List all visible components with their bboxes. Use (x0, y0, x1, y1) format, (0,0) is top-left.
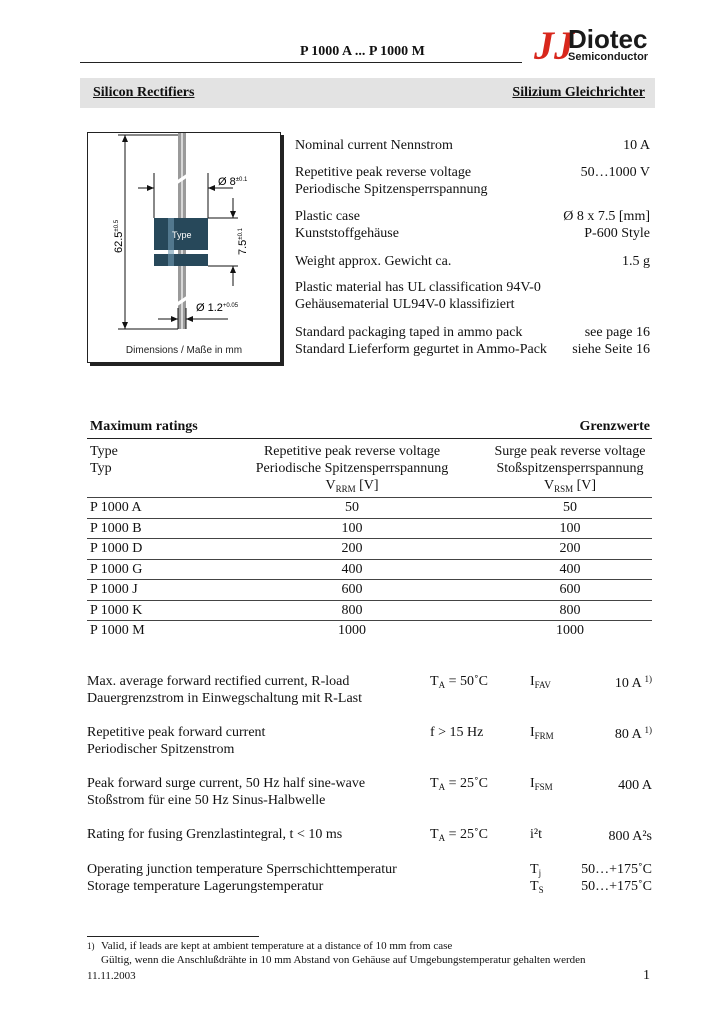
cell-type: P 1000 D (90, 541, 143, 556)
category-en: Silicon Rectifiers (93, 85, 195, 100)
footnote-mark: 1) (87, 941, 95, 951)
spec-value-2: P-600 Style (584, 226, 650, 241)
char-condition: $T_A$ = 25˚C (430, 827, 488, 843)
spec-label-de: Gehäusematerial UL94V-0 klassifiziert (295, 297, 515, 312)
char-symbol: $I_{FAV}$ (530, 674, 551, 690)
table-row (87, 518, 652, 539)
char-label: Peak forward surge current, 50 Hz half sine-wave (87, 776, 366, 791)
temp-label: Storage temperature Lagerungstemperatur (87, 879, 324, 894)
char-label: Max. average forward rectified current, R-load (87, 674, 350, 689)
footer-date: 11.11.2003 (87, 970, 136, 982)
cell-type: P 1000 B (90, 520, 142, 536)
cell-vrrm: 400 (341, 561, 363, 577)
cell-vrrm: 600 (341, 582, 363, 597)
diode-drawing (88, 133, 280, 362)
cell-type: P 1000 A (90, 500, 142, 515)
footnote-en: Valid, if leads are kept at ambient temperature at a distance of 10 mm from case (101, 940, 453, 952)
cell-vrsm: 200 (559, 541, 581, 556)
figure-caption: Dimensions / Maße in mm (125, 345, 243, 356)
table-row (87, 559, 652, 580)
dim-lead: Ø $1.2^{+0.05}$ (196, 302, 239, 314)
spec-label: Plastic material has UL classification 94V-0 (295, 280, 541, 295)
col-vrrm: Repetitive peak reverse voltage Periodische Spitzensperrspannung $V_{RRM}$ [V] (255, 444, 449, 494)
cell-vrsm: 100 (559, 520, 581, 536)
title-rule (80, 62, 522, 63)
char-condition: $T_A$ = 25˚C (430, 776, 488, 792)
spec-value: 10 A (623, 138, 650, 153)
cell-vrrm: 50 (345, 500, 359, 515)
char-value: 80 A $^{1)}$ (614, 725, 652, 742)
char-label: Rating for fusing Grenzlastintegral, t < 10 ms (87, 827, 343, 842)
char-condition: $T_A$ = 50˚C (430, 674, 488, 690)
dim-length: $62.5^{\pm 0.5}$ (113, 219, 125, 253)
table-rule (87, 438, 652, 439)
cell-type: P 1000 J (90, 582, 138, 597)
char-symbol: i²t (530, 827, 542, 842)
char-label-de: Periodischer Spitzenstrom (87, 742, 235, 757)
spec-label: Weight approx. Gewicht ca. (295, 254, 452, 269)
cell-vrrm: 100 (341, 520, 363, 536)
category-de: Silizium Gleichrichter (512, 85, 645, 100)
temp-label: Operating junction temperature Sperrschichttemperatur (87, 862, 397, 877)
cell-type: P 1000 G (90, 561, 143, 577)
cell-type: P 1000 M (90, 623, 145, 638)
table-row (87, 497, 652, 518)
temp-value: 50…+175˚C (581, 879, 652, 894)
char-label: Repetitive peak forward current (87, 725, 266, 740)
footnote-rule (87, 936, 259, 937)
temp-symbol: $T_j$ (530, 862, 542, 878)
char-value: 400 A (618, 778, 652, 793)
spec-value: 1.5 g (622, 254, 650, 269)
spec-value: 50…1000 V (580, 165, 650, 180)
table-row (87, 538, 652, 559)
spec-value-2: siehe Seite 16 (572, 342, 650, 357)
footnote (87, 939, 586, 967)
cell-vrsm: 400 (559, 561, 581, 577)
ratings-title-de: Grenzwerte (579, 419, 650, 434)
page-number: 1 (643, 968, 650, 983)
spec-label: Nominal current Nennstrom (295, 138, 453, 153)
ratings-title: Maximum ratings (90, 419, 198, 434)
spec-label-de: Standard Lieferform gegurtet in Ammo-Pack (295, 342, 547, 357)
char-value: 10 A $^{1)}$ (614, 674, 652, 691)
document-title: P 1000 A ... P 1000 M (300, 44, 425, 59)
temp-value: 50…+175˚C (581, 862, 652, 877)
temp-symbol: $T_S$ (530, 879, 544, 895)
cell-vrsm: 1000 (556, 623, 584, 638)
cell-vrrm: 800 (341, 602, 363, 618)
spec-label-de: Kunststoffgehäuse (295, 226, 399, 241)
col-type-de: Typ (90, 461, 112, 476)
cell-vrsm: 600 (559, 582, 581, 597)
spec-label: Standard packaging taped in ammo pack (295, 325, 523, 340)
cell-vrrm: 1000 (338, 623, 366, 638)
col-vrsm: Surge peak reverse voltage Stoßspitzensperrspannung $V_{RSM}$ [V] (494, 444, 646, 494)
svg-text:Type: Type (172, 230, 192, 240)
logo-sub: Semiconductor (568, 51, 649, 63)
char-condition: f > 15 Hz (430, 725, 484, 740)
spec-label: Repetitive peak reverse voltage (295, 165, 472, 180)
char-symbol: $I_{FRM}$ (530, 725, 554, 741)
logo-mark-icon: JJ (534, 23, 574, 68)
footnote-de: Gültig, wenn die Anschlußdrähte in 10 mm Abstand von Gehäuse auf Umgebungstemperatur gehalten werden (101, 954, 586, 966)
spec-label-de: Periodische Spitzensperrspannung (295, 182, 488, 197)
cell-vrrm: 200 (341, 541, 363, 556)
spec-label: Plastic case (295, 209, 360, 224)
char-symbol: $I_{FSM}$ (530, 776, 553, 792)
cell-vrsm: 800 (559, 602, 581, 618)
spec-value: Ø 8 x 7.5 [mm] (563, 209, 650, 224)
dim-height: $7.5^{\pm 0.1}$ (237, 228, 249, 255)
logo-brand: Diotec (568, 24, 648, 54)
table-row (87, 620, 652, 641)
cell-vrsm: 50 (563, 500, 577, 515)
table-row (87, 579, 652, 600)
char-label-de: Stoßstrom für eine 50 Hz Sinus-Halbwelle (87, 793, 326, 808)
cell-type: P 1000 K (90, 602, 143, 618)
table-row (87, 600, 652, 621)
spec-value: see page 16 (584, 325, 650, 340)
dim-diameter: Ø $8^{\pm 0.1}$ (218, 176, 248, 188)
char-label-de: Dauergrenzstrom in Einwegschaltung mit R-Last (87, 691, 363, 706)
char-value: 800 A²s (608, 829, 652, 844)
col-type-en: Type (90, 444, 118, 459)
dimension-drawing (87, 132, 281, 363)
